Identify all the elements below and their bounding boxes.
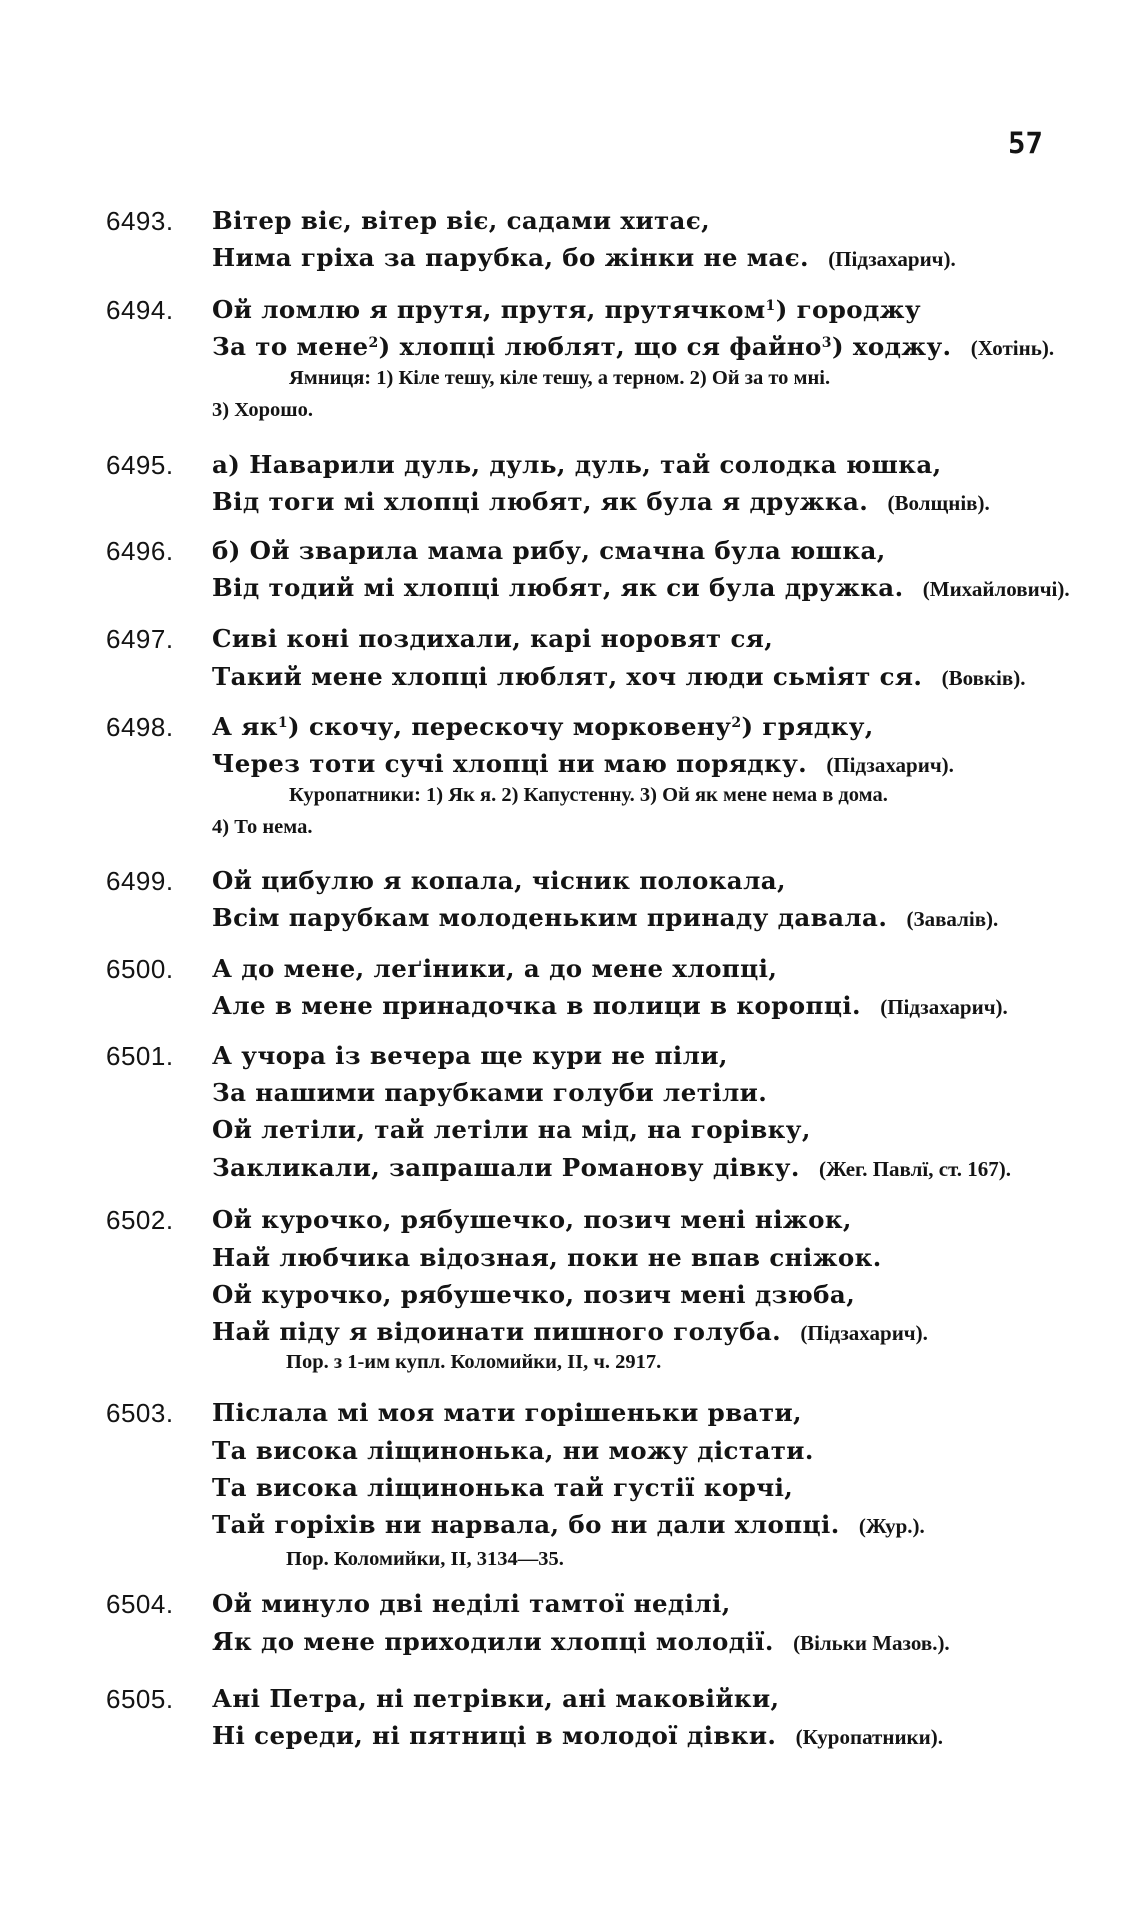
source-reference: (Вільки Мазов.).: [787, 1631, 950, 1655]
verse-line: Як до мене приходили хлопці молодії. (Вільки Мазов.).: [212, 1627, 950, 1656]
verse-line: За то мене$^2$) хлопці люблят, що ся файно$^3$) ходжу. (Хотінь).: [212, 332, 1055, 361]
verse-line: А учора із вечера ще кури не піли,: [212, 1041, 728, 1070]
verse-line: Через тоти сучі хлопці ни маю порядку. (Підзахарич).: [212, 749, 954, 778]
entry-number: 6494.: [106, 295, 174, 325]
verse-line: Ой курочко, рябушечко, позич мені ніжок,: [212, 1205, 852, 1234]
footnote-marker: 1: [277, 715, 289, 731]
verse-line: Сиві коні поздихали, карі норовят ся,: [212, 624, 774, 653]
verse-line: А до мене, леґіники, а до мене хлопці,: [212, 954, 778, 983]
verse-line: Та висока ліщинонька, ни можу дістати.: [212, 1436, 814, 1465]
entry-number: 6504.: [106, 1589, 174, 1619]
source-reference: (Волщнів).: [882, 491, 990, 515]
verse-line: Та висока ліщинонька тай густії корчі,: [212, 1473, 794, 1502]
variant-note: Пор. з 1-им купл. Коломийки, II, ч. 2917.: [286, 1351, 662, 1373]
verse-line: Від тоги мі хлопці любят, як була я дружка. (Волщнів).: [212, 487, 990, 516]
entry-number: 6495.: [106, 450, 174, 480]
verse-line: Най піду я відоинати пишного голуба. (Підзахарич).: [212, 1317, 928, 1346]
page-number: 57: [1008, 126, 1043, 160]
source-reference: (Підзахарич).: [821, 753, 954, 777]
entry-number: 6502.: [106, 1205, 174, 1235]
verse-line: Най любчика відозная, поки не впав сніжок.: [212, 1243, 882, 1272]
variant-note: 4) То нема.: [212, 816, 313, 838]
verse-line: Нима гріха за парубка, бо жінки не має. (Підзахарич).: [212, 243, 956, 272]
entry-number: 6505.: [106, 1684, 174, 1714]
variant-note: Ямниця: 1) Кіле тешу, кіле тешу, а терном. 2) Ой за то мні.: [289, 367, 831, 389]
source-reference: (Куропатники).: [790, 1725, 943, 1749]
verse-line: Ой курочко, рябушечко, позич мені дзюба,: [212, 1280, 856, 1309]
verse-line: Такий мене хлопці люблят, хоч люди сьміят ся. (Вовків).: [212, 662, 1026, 691]
source-reference: (Михайловичі).: [917, 577, 1070, 601]
footnote-marker: 2: [368, 335, 379, 351]
source-reference: (Хотінь).: [965, 336, 1055, 360]
footnote-marker: 3: [821, 335, 832, 351]
verse-line: Ой минуло дві неділі тамтої неділі,: [212, 1589, 731, 1618]
footnote-marker: 2: [731, 715, 742, 731]
source-reference: (Підзахарич).: [795, 1321, 928, 1345]
verse-line: Тай горіхів ни нарвала, бо ни дали хлопці. (Жур.).: [212, 1510, 925, 1539]
verse-line: Ой летіли, тай летіли на мід, на горівку,: [212, 1115, 811, 1144]
verse-line: Всім парубкам молоденьким принаду давала. (Завалів).: [212, 903, 999, 932]
entry-number: 6499.: [106, 866, 174, 896]
verse-line: Ані Петра, ні петрівки, ані маковійки,: [212, 1684, 780, 1713]
entry-number: 6498.: [106, 712, 174, 742]
verse-line: а) Наварили дуль, дуль, дуль, тай солодка юшка,: [212, 450, 942, 479]
verse-line: Ні середи, ні пятниці в молодої дівки. (Куропатники).: [212, 1721, 943, 1750]
entry-number: 6501.: [106, 1041, 174, 1071]
verse-line: За нашими парубками голуби летіли.: [212, 1078, 768, 1107]
entry-number: 6493.: [106, 206, 174, 236]
entry-number: 6497.: [106, 624, 174, 654]
verse-line: Закликали, запрашали Романову дівку. (Жег. Павлї, ст. 167).: [212, 1153, 1012, 1182]
verse-line: Вітер віє, вітер віє, садами хитає,: [212, 206, 711, 235]
verse-line: Від тодий мі хлопці любят, як си була дружка. (Михайловичі).: [212, 573, 1070, 602]
verse-line: б) Ой зварила мама рибу, смачна була юшка,: [212, 536, 886, 565]
entry-number: 6503.: [106, 1398, 174, 1428]
source-reference: (Підзахарич).: [874, 995, 1008, 1019]
verse-line: Але в мене принадочка в полици в коропці. (Підзахарич).: [212, 991, 1008, 1020]
source-reference: (Завалів).: [901, 907, 999, 931]
source-reference: (Жур.).: [853, 1514, 925, 1538]
source-reference: (Жег. Павлї, ст. 167).: [813, 1157, 1012, 1181]
variant-note: Пор. Коломийки, II, 3134—35.: [286, 1548, 564, 1570]
footnote-marker: 1: [765, 298, 776, 314]
verse-line: А $як^1$) скочу, перескочу морковену$^2$) грядку,: [212, 712, 874, 741]
verse-line: Післала мі моя мати горішеньки рвати,: [212, 1398, 802, 1427]
source-reference: (Підзахарич).: [822, 247, 956, 271]
verse-line: Ой ломлю я прутя, прутя, прутячком$^1$) городжу: [212, 295, 922, 324]
entry-number: 6500.: [106, 954, 174, 984]
variant-note: Куропатники: 1) Як я. 2) Капустенну. 3) Ой як мене нема в дома.: [289, 784, 888, 806]
verse-line: Ой цибулю я копала, чісник полокала,: [212, 866, 786, 895]
source-reference: (Вовків).: [936, 666, 1026, 690]
variant-note: 3) Хорошо.: [212, 399, 313, 421]
entry-number: 6496.: [106, 536, 174, 566]
